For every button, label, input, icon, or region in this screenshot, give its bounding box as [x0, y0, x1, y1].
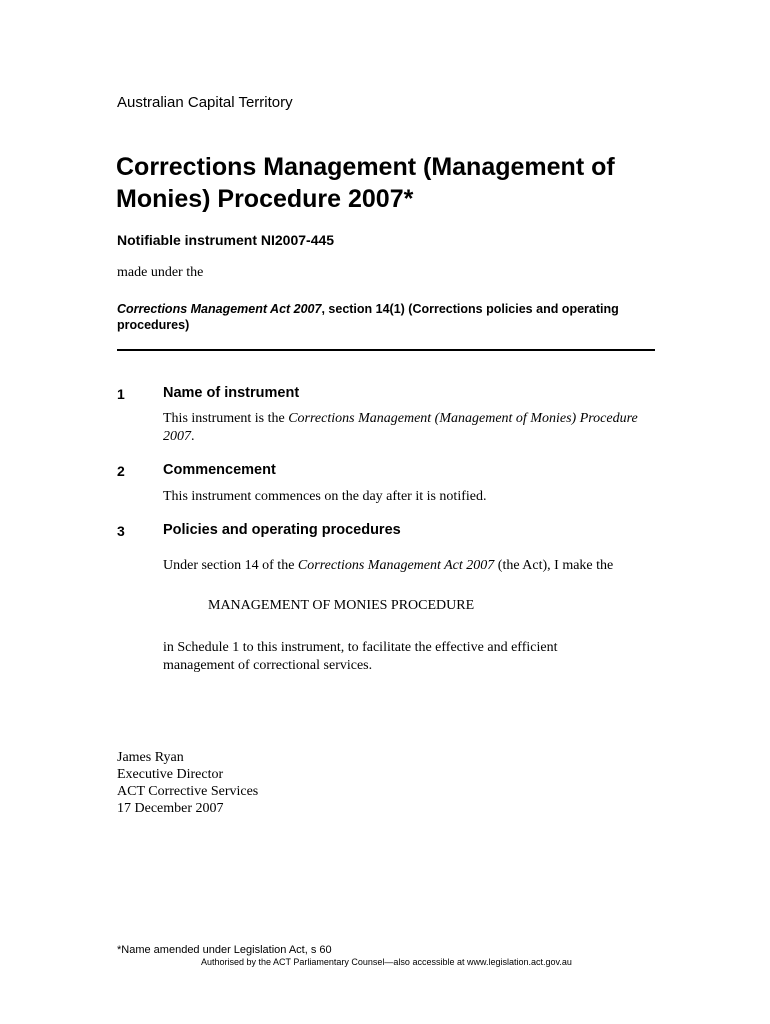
section-3-text — [163, 557, 648, 575]
schedule-text: in Schedule 1 to this instrument, to facilitate the effective and efficient management of correctional services. — [163, 640, 558, 673]
signatory-block — [117, 749, 258, 817]
document-title: Corrections Management (Management of Monies) Procedure 2007* — [116, 153, 615, 213]
instrument-number: Notifiable instrument NI2007-445 — [117, 232, 335, 248]
section-3-number: 3 — [117, 523, 125, 539]
section-1-text-before: This instrument is the — [163, 411, 289, 426]
section-1-text-after: . — [191, 428, 195, 444]
header-divider — [117, 349, 655, 351]
section-3-text-before: Under section 14 of the — [163, 558, 298, 573]
act-section: , section 14(1) (Corrections policies and operating procedures) — [117, 302, 619, 332]
authorised-notice: Authorised by the ACT Parliamentary Counsel—also accessible at www.legislation.act.gov.au — [201, 957, 572, 967]
section-2-heading: Commencement — [163, 462, 276, 478]
signatory-position: Executive Director — [117, 767, 224, 782]
signatory-organisation: ACT Corrective Services — [117, 784, 259, 799]
section-2-number: 2 — [117, 463, 125, 479]
section-2-text: This instrument commences on the day after it is notified. — [163, 489, 487, 504]
signing-date: 17 December 2007 — [117, 801, 224, 816]
authorising-act — [117, 301, 662, 333]
section-1-text — [163, 410, 653, 445]
section-3-heading: Policies and operating procedures — [163, 522, 401, 538]
act-name: Corrections Management Act 2007 — [117, 302, 322, 316]
signatory-name: James Ryan — [117, 750, 184, 765]
procedure-name: MANAGEMENT OF MONIES PROCEDURE — [208, 598, 475, 613]
section-1-number: 1 — [117, 386, 125, 402]
made-under-text: made under the — [117, 265, 204, 280]
act-reference: Corrections Management Act 2007 — [297, 558, 495, 573]
section-3-text-after: (the Act), I make the — [494, 558, 614, 573]
jurisdiction-label: Australian Capital Territory — [117, 94, 293, 111]
section-1-heading: Name of instrument — [163, 385, 300, 401]
instrument-name: Corrections Management (Management of Monies) Procedure 2007 — [163, 411, 638, 444]
footnote: *Name amended under Legislation Act, s 60 — [117, 944, 332, 956]
